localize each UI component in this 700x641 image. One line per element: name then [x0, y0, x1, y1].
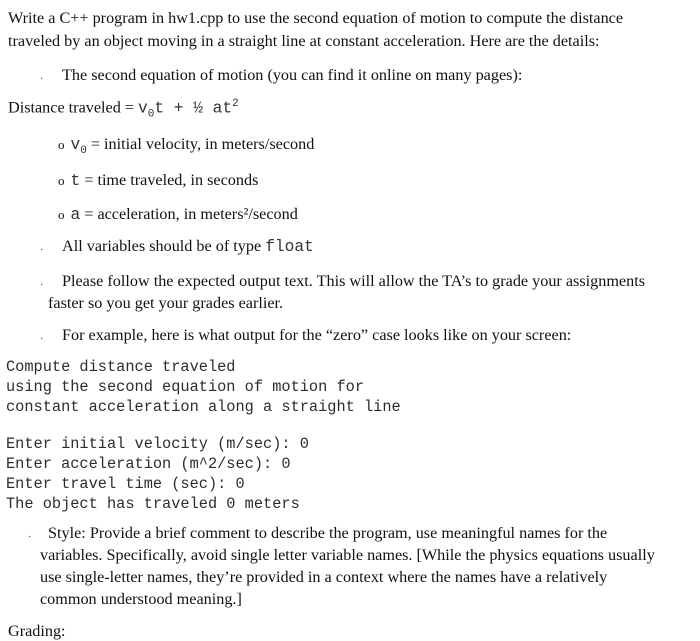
- var-subscript: 0: [80, 145, 87, 158]
- style-line-3: use single-letter names, they’re provided in a context where the names have a relatively: [40, 568, 608, 586]
- var-desc: = acceleration, in meters²/second: [80, 205, 298, 223]
- follow-line-1: Please follow the expected output text. This will allow the TA’s to grade your assignments: [62, 272, 645, 290]
- output-line: constant acceleration along a straight line: [6, 398, 401, 416]
- var-item-a: [58, 205, 298, 224]
- follow-line-2: faster so you get your grades earlier.: [48, 294, 284, 312]
- style-line-4: common understood meaning.]: [40, 590, 242, 608]
- float-code: float: [265, 238, 314, 256]
- output-line: Enter initial velocity (m/sec): 0: [6, 435, 309, 453]
- formula-rest: t + ½ at: [154, 99, 233, 118]
- bullet-marker: ·: [40, 245, 44, 256]
- float-requirement: [62, 237, 314, 256]
- bullet-marker: ·: [40, 334, 44, 345]
- grading-heading: Grading:: [8, 622, 66, 640]
- circle-bullet-icon: o: [58, 137, 65, 152]
- output-line: Compute distance traveled: [6, 358, 236, 376]
- bullet-marker: ·: [40, 280, 44, 291]
- intro-line-2: traveled by an object moving in a straight line at constant acceleration. Here are the details:: [8, 32, 600, 50]
- formula-label: Distance traveled =: [8, 98, 139, 117]
- output-line: Enter travel time (sec): 0: [6, 475, 245, 493]
- bullet-marker: ·: [40, 74, 44, 85]
- style-line-1: Style: Provide a brief comment to describe the program, use meaningful names for the: [48, 524, 608, 542]
- output-line: The object has traveled 0 meters: [6, 495, 300, 513]
- formula-line: [8, 98, 239, 121]
- bullet-marker: ·: [28, 532, 32, 543]
- var-item-v0: [58, 135, 314, 157]
- output-line: Enter acceleration (m^2/sec): 0: [6, 455, 291, 473]
- output-block-io: [6, 434, 309, 514]
- circle-bullet-icon: o: [58, 173, 65, 188]
- var-desc: = initial velocity, in meters/second: [86, 135, 315, 153]
- var-symbol: a: [70, 206, 81, 224]
- var-symbol: t: [70, 172, 81, 190]
- output-block-header: [6, 357, 401, 417]
- equation-intro: The second equation of motion (you can find it online on many pages):: [62, 66, 523, 84]
- formula-v: v: [138, 99, 148, 118]
- circle-bullet-icon: o: [58, 207, 65, 222]
- example-intro: For example, here is what output for the “zero” case looks like on your screen:: [62, 326, 572, 344]
- formula-sup: 2: [232, 98, 239, 110]
- style-line-2: variables. Specifically, avoid single letter variable names. [While the physics equations usually: [40, 546, 655, 564]
- var-symbol: v: [70, 136, 81, 154]
- formula-v-sub: 0: [147, 108, 155, 121]
- output-line: using the second equation of motion for: [6, 378, 365, 396]
- intro-line-1: Write a C++ program in hw1.cpp to use the second equation of motion to compute the distance: [8, 9, 624, 27]
- var-desc: = time traveled, in seconds: [80, 171, 259, 189]
- var-item-t: [58, 171, 258, 190]
- float-text: All variables should be of type: [62, 237, 266, 255]
